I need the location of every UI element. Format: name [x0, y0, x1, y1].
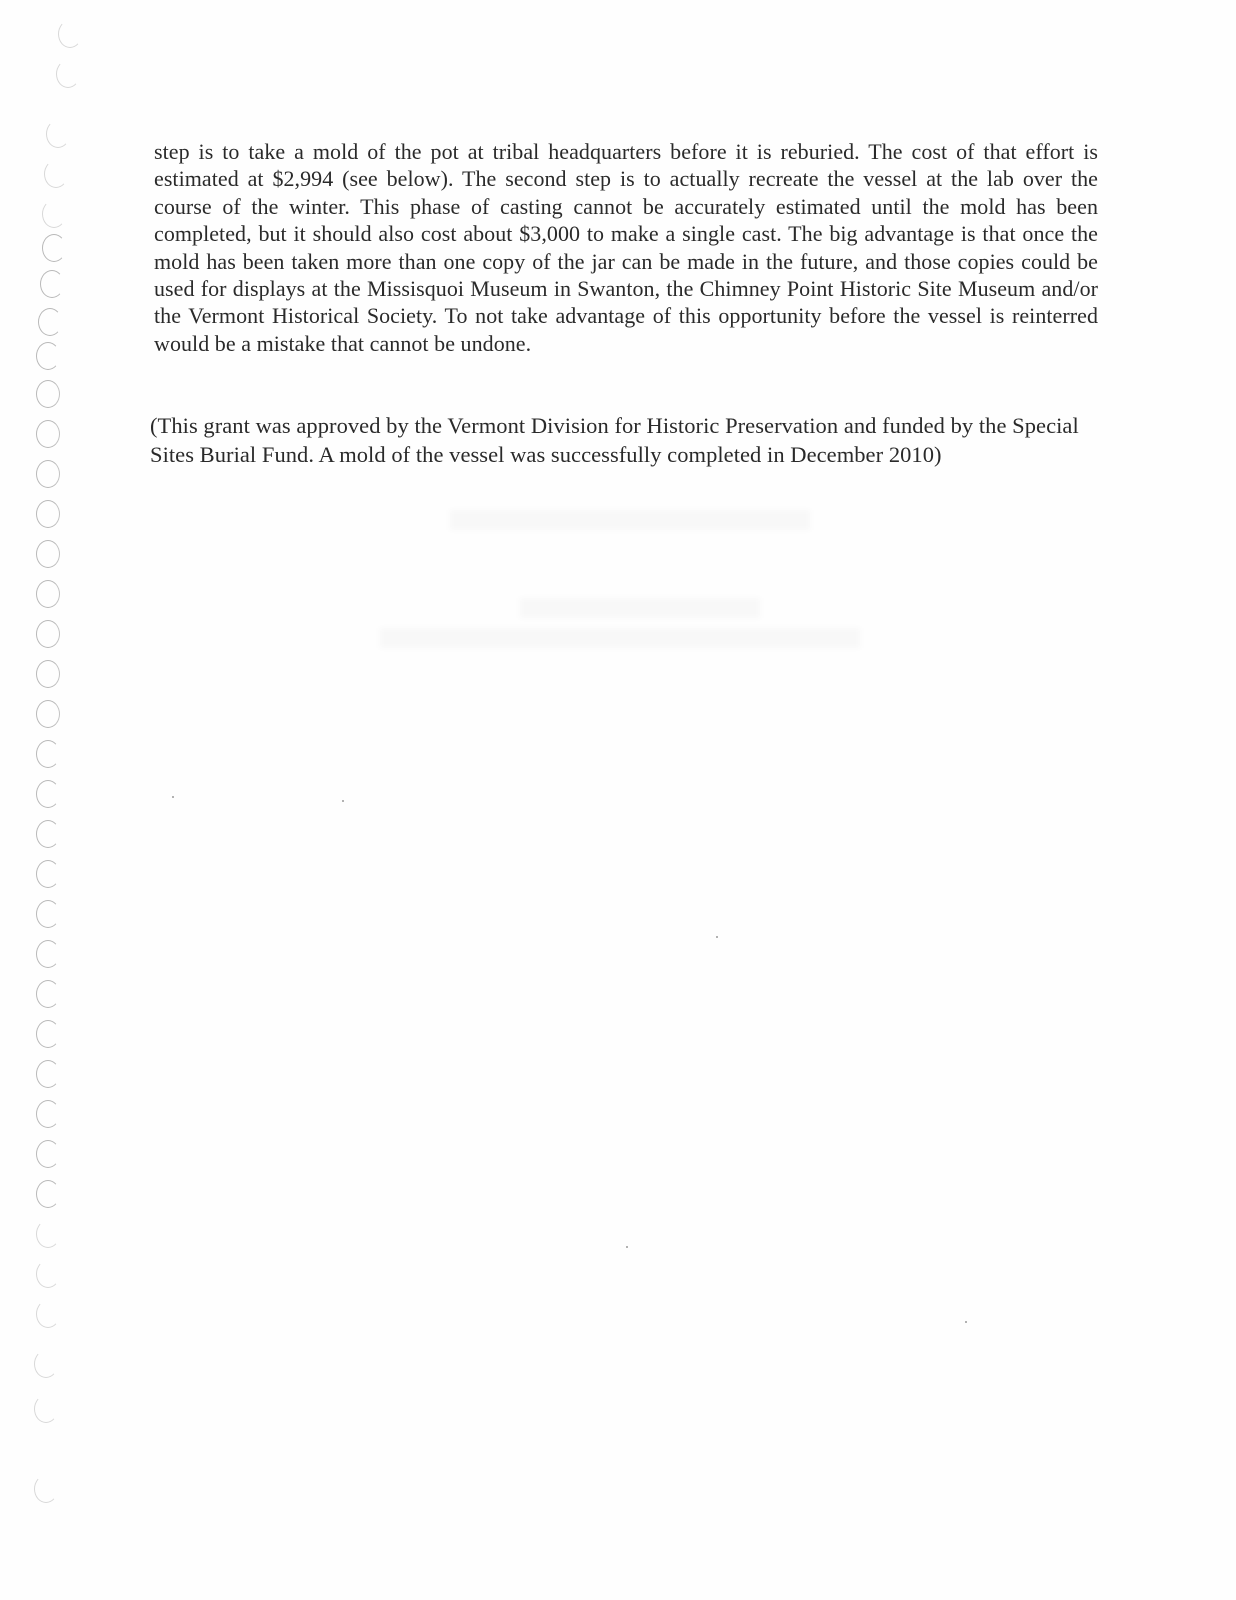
- binding-hole: [36, 500, 60, 528]
- binding-hole: [36, 1260, 60, 1288]
- binding-hole: [36, 1100, 60, 1128]
- binding-hole: [46, 120, 70, 148]
- binding-hole: [58, 20, 82, 48]
- binding-hole: [36, 420, 60, 448]
- binding-hole: [36, 980, 60, 1008]
- binding-hole: [36, 1300, 60, 1328]
- binding-hole: [36, 700, 60, 728]
- scan-speck: [342, 800, 344, 802]
- binding-hole: [36, 940, 60, 968]
- scan-speck: [965, 1321, 967, 1323]
- binding-hole: [36, 860, 60, 888]
- show-through-shadow: [380, 628, 860, 648]
- binding-hole: [36, 1140, 60, 1168]
- binding-hole: [36, 342, 60, 370]
- binding-hole: [36, 660, 60, 688]
- binding-hole: [44, 160, 68, 188]
- binding-hole: [36, 900, 60, 928]
- scan-speck: [626, 1246, 628, 1248]
- binding-hole: [36, 580, 60, 608]
- binding-hole: [34, 1395, 58, 1423]
- binding-hole: [36, 1020, 60, 1048]
- show-through-shadow: [520, 598, 760, 618]
- scan-speck: [716, 936, 718, 938]
- binding-hole: [36, 460, 60, 488]
- grant-note-paragraph: (This grant was approved by the Vermont Division for Historic Preservation and funded by the Special Sites Burial Fund. A mold of the vessel was successfully completed in December 2010): [150, 412, 1079, 467]
- body-paragraph: step is to take a mold of the pot at tribal headquarters before it is reburied. The cost of that effort is estimated at $2,994 (see below). The second step is to actually recreate the vessel at the lab over the course of the winter. This phase of casting cannot be accurately estimated until the mold has been completed, but it should also cost about $3,000 to make a single cast. The big advantage is that once the mold has been taken more than one copy of the jar can be made in the future, and those copies could be used for displays at the Missisquoi Museum in Swanton, the Chimney Point Historic Site Museum and/or the Vermont Historical Society. To not take advantage of this opportunity before the vessel is reinterred would be a mistake that cannot be undone.: [154, 139, 1098, 356]
- binding-hole: [56, 60, 80, 88]
- binding-holes: [18, 20, 78, 1540]
- binding-hole: [36, 740, 60, 768]
- binding-hole: [36, 1220, 60, 1248]
- binding-hole: [36, 820, 60, 848]
- binding-hole: [36, 620, 60, 648]
- show-through-shadow: [450, 510, 810, 530]
- binding-hole: [42, 200, 66, 228]
- binding-hole: [42, 234, 66, 262]
- scan-speck: [172, 796, 174, 798]
- binding-hole: [34, 1350, 58, 1378]
- binding-hole: [36, 1060, 60, 1088]
- binding-hole: [36, 540, 60, 568]
- binding-hole: [36, 780, 60, 808]
- binding-hole: [36, 380, 60, 408]
- binding-hole: [36, 1180, 60, 1208]
- binding-hole: [40, 270, 64, 298]
- binding-hole: [38, 308, 62, 336]
- binding-hole: [34, 1475, 58, 1503]
